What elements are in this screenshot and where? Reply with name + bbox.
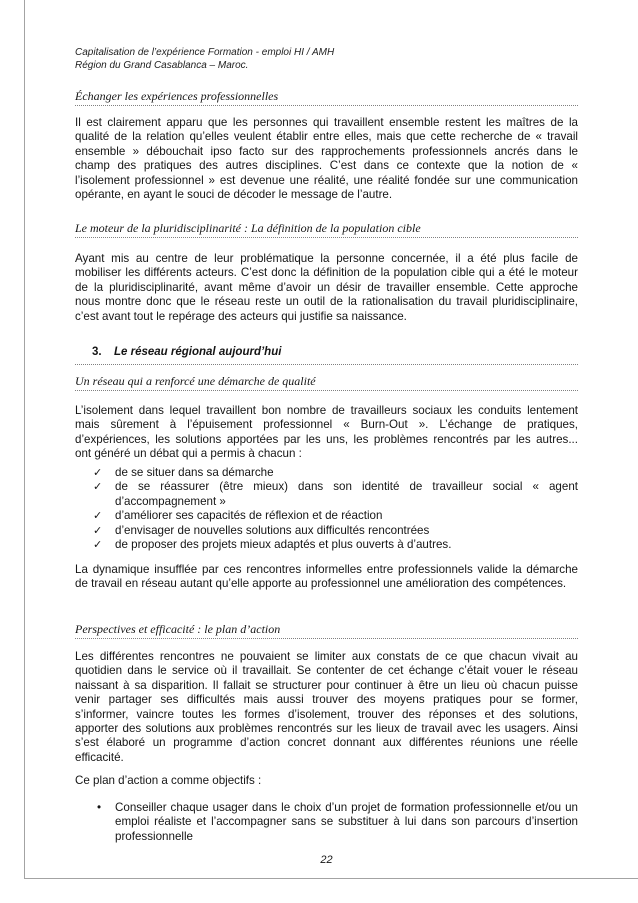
checklist-item — [75, 538, 578, 552]
numbered-section-heading — [75, 344, 578, 365]
paragraph-line: venir partager ses difficultés mais aussi trouver des moyens pratiques pour se former, — [75, 693, 578, 707]
list-item-line: de proposer des projets mieux adaptés et plus ouverts à d’autres. — [115, 537, 452, 551]
paragraph-line: de la pluridisciplinarité, avant même d’avoir un désir de travailler ensemble. Cette approche — [75, 280, 578, 294]
checkmark-icon — [93, 480, 102, 494]
paragraph-line: s’informer, vaincre toutes les formes d’isolement, trouver des réponses et des solutions, — [75, 707, 578, 721]
bullet-item — [75, 801, 578, 844]
paragraph — [75, 650, 578, 765]
header-line: Capitalisation de l’expérience Formation - emploi HI / AMH — [75, 47, 335, 58]
paragraph-line: mobiliser les différents acteurs. C’est donc la définition de la population cible qui a été le moteur — [75, 266, 578, 280]
paragraph-line: naissant à sa disparition. Il fallait se structurer pour continuer à être un lieu où chacun puisse — [75, 678, 578, 692]
paragraph-line: qualité de la relation qu’elles veulent établir entre elles, mais que cette recherche de « travail — [75, 130, 578, 144]
paragraph-line: s’est élaboré un programme d’action concret donnant aux différentes réunions une réelle — [75, 736, 578, 750]
paragraph-line: La dynamique insufflée par ces rencontres informelles entre professionnels valide la démarche — [75, 563, 578, 576]
list-item-line: d’envisager de nouvelles solutions aux difficultés rencontrées — [115, 523, 430, 537]
list-item-line: d’accompagnement » — [115, 494, 226, 508]
paragraph-line: quotidien dans le service où il travaillait. Se contenter de cet échange c’était vouer le réseau — [75, 664, 578, 678]
page-edge-bottom — [24, 878, 638, 879]
paragraph-line: champ des pratiques des autres disciplines. C’est dans ce contexte que la notion de « — [75, 159, 578, 173]
paragraph — [75, 563, 578, 592]
paragraph-line: Il est clairement apparu que les personnes qui travaillent ensemble restent les maîtres de la — [75, 116, 578, 129]
list-item-line: professionnelle — [115, 829, 193, 843]
header-line: Région du Grand Casablanca – Maroc. — [75, 60, 249, 71]
paragraph-line: opérante, en ayant le souci de décoder le message de l’autre. — [75, 187, 393, 201]
paragraph-line: Ayant mis au centre de leur problématique la personne concernée, il a été plus facile de — [75, 252, 578, 265]
checklist-item — [75, 466, 578, 480]
list-item-line: Conseiller chaque usager dans le choix d’un projet de formation professionnelle et/ou un — [115, 801, 578, 814]
paragraph — [75, 774, 578, 788]
checklist-item — [75, 524, 578, 538]
section-heading: Le moteur de la pluridisciplinarité : La définition de la population cible — [75, 220, 578, 238]
paragraph-line: efficacité. — [75, 750, 124, 764]
bullet-list — [75, 801, 578, 844]
section-title: Le réseau régional aujourd’hui — [114, 346, 282, 358]
paragraph — [75, 404, 578, 462]
paragraph-line: l’isolement professionnel » est devenue une réalité, une réalité fondée sur une communication — [75, 173, 578, 187]
checklist-item — [75, 480, 578, 509]
section-number: 3. — [92, 346, 102, 358]
paragraph — [75, 116, 578, 202]
paragraph-line: nous montre donc que le réseau reste un outil de la rationalisation du travail pluridisciplinaire, — [75, 295, 578, 309]
paragraph-line: c’est avant tout le repérage des acteurs qui justifie sa naissance. — [75, 309, 407, 323]
checkmark-icon — [93, 466, 102, 480]
section-subheading: Un réseau qui a renforcé une démarche de qualité — [75, 373, 578, 391]
paragraph-line: Ce plan d’action a comme objectifs : — [75, 774, 262, 787]
list-item-line: emploi réaliste et l’accompagner sans se substituer à lui dans son parcours d’insertion — [115, 815, 578, 829]
paragraph-line: apporter des solutions aux problèmes rencontrés sur les lieux de travail avec les usagers. Ainsi — [75, 721, 578, 735]
paragraph-line: Les différentes rencontres ne pouvaient se limiter aux constats de ce que chacun vivait au — [75, 650, 578, 663]
list-item-line: d’améliorer ses capacités de réflexion et de réaction — [115, 509, 383, 523]
page-edge-left — [24, 0, 25, 878]
paragraph-line: L’isolement dans lequel travaillent bon nombre de travailleurs sociaux les conduits lentement — [75, 404, 578, 417]
section-heading: Échanger les expériences professionnelles — [75, 88, 578, 106]
running-header — [75, 46, 578, 72]
paragraph-line: de travail en réseau autant qu’elle apporte au professionnel une amélioration des compétences. — [75, 577, 567, 591]
paragraph-line: d’expériences, les solutions apportées par les uns, les problèmes rencontrés par les autres... — [75, 432, 578, 446]
page-number: 22 — [320, 854, 333, 866]
checkmark-icon — [93, 538, 102, 552]
bullet-icon — [97, 801, 101, 815]
list-item-line: de se réassurer (être mieux) dans son identité de travailleur social « agent — [115, 480, 578, 494]
section-heading: Perspectives et efficacité : le plan d’action — [75, 621, 578, 639]
paragraph — [75, 252, 578, 324]
paragraph-line: ont généré un débat qui a permis à chacun : — [75, 447, 302, 461]
paragraph-line: mais sûrement à l’épuisement professionnel « Burn-Out ». L’échange de pratiques, — [75, 418, 578, 432]
checklist-item — [75, 509, 578, 523]
paragraph-line: ensemble » débouchait ipso facto sur des rapprochements professionnels ancrés dans le — [75, 144, 578, 158]
list-item-line: de se situer dans sa démarche — [115, 466, 274, 479]
checkmark-icon — [93, 509, 102, 523]
checklist — [75, 466, 578, 552]
checkmark-icon — [93, 524, 102, 538]
